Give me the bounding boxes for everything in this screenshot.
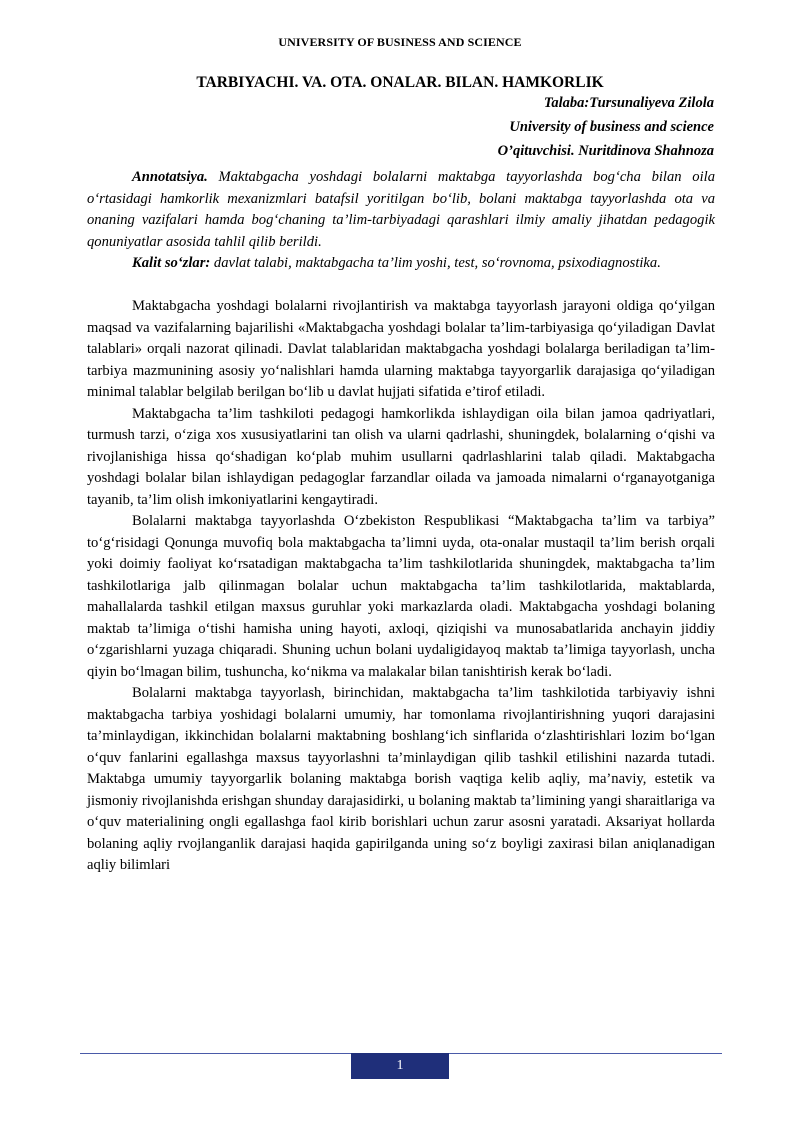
body-paragraph: Bolalarni maktabga tayyorlash, birinchidan, maktabgacha ta’lim tashkilotida tarbiyaviy ishni maktabgacha tarbiya yoshidagi bolalarni umumiy, har tomonlama rivojlantirishning yuqori darajasini ta’minlaydigan, ikkinchidan bolalarni maktabning boshlang‘ich sinflarida o‘zlashtirishlari lozim bo‘lgan o‘quv fanlarini egallashga maxsus tayyorlashni ta’minlaydigan qilib tashkil etilishini nazarda tutadi. Maktabga umumiy tayyorgarlik bolaning maktabga borish vaqtiga kelib aqliy, ma’naviy, estetik va jismoniy rivojlanishda erishgan shunday darajasidirki, u bolaning maktab ta’limining yangi sharaitlariga va o‘quv materialining ongli egallashga faol kirib borishlari uchun zarur asosni yaratadi. Aksariyat hollarda bolaning aqliy rvojlanganlik darajasi haqida gapirilganda uning so‘z boyligi zaxirasi bilan aniqlanadigan aqliy bilimlari <box>87 685 715 873</box>
author-affiliation: University of business and science <box>509 119 714 135</box>
keywords-text: davlat talabi, maktabgacha ta’lim yoshi, test, so‘rovnoma, psixodiagnostika. <box>210 255 661 271</box>
author-student: Talaba:Tursunaliyeva Zilola <box>543 95 714 111</box>
page-number: 1 <box>351 1053 449 1079</box>
body-paragraph: Maktabgacha yoshdagi bolalarni rivojlantirish va maktabga tayyorlash jarayoni oldiga qo‘yilgan maqsad va vazifalarning bajarilishi «Maktabgacha yoshdagi bolalar ta’lim-tarbiyasiga qo‘yiladigan Davlat talablari» orqali nazorat qilinadi. Davlat talablaridan maktabgacha yoshdagi bolalarga beriladigan ta’lim-tarbiya mazmunining asosiy yo‘nalishlari hamda ularning maktabga tayyorgarlik darajasiga qo‘yiladigan minimal talablar belgilab berilgan bo‘lib u davlat hujjati sifatida e’tirof etiladi. <box>87 298 715 400</box>
body-paragraph: Bolalarni maktabga tayyorlashda O‘zbekiston Respublikasi “Maktabgacha ta’lim va tarbiya” to‘g‘risidagi Qonunga muvofiq bola maktabgacha ta’limni uyda, ota-onalar mustaqil ta’lim berish orqali yoki doimiy faoliyat ko‘rsatadigan maktabgacha ta’lim tashkilotlarida shuningdek, maktabgacha ta’lim tashkilotlariga jalb qilinmagan bolalar uchun maktabgacha ta’lim tashkilotlarida, maktablarda, mahallalarda tashkil etilgan maxsus guruhlar yoki markazlarda oladi. Maktabgacha yoshdagi bolaning maktab ta’limiga o‘tishi hamisha uning hayoti, axloqi, qiziqishi va munosabatlarida anchayin jiddiy o‘zgarishlarni yuzaga chiqaradi. Shuning uchun bolani uydaligidayoq maktab ta’limiga tayyorlash, uncha qiyin bo‘lmagan bilim, tushuncha, ko‘nikma va malakalar bilan tanishtirish kerak bo‘ladi. <box>87 513 715 680</box>
article-body <box>87 167 715 877</box>
abstract-label: Annotatsiya. <box>132 169 208 185</box>
abstract-text: Maktabgacha yoshdagi bolalarni maktabga tayyorlashda bog‘cha bilan oila o‘rtasidagi hamkorlik mexanizmlari batafsil yoritilgan bo‘lib, bolani maktabga tayyorlashda ota va onaning vazifalari hamda bog‘chaning ta’lim-tarbiyadagi qarashlari ilmiy amaliy jihatdan pedagogik qonuniyatlar asosida tahlil qilib berildi. <box>87 169 715 250</box>
keywords-label: Kalit so‘zlar: <box>132 255 211 271</box>
running-header: UNIVERSITY OF BUSINESS AND SCIENCE <box>278 35 522 49</box>
keywords <box>87 253 715 275</box>
article-title: TARBIYACHI. VA. OTA. ONALAR. BILAN. HAMKORLIK <box>196 74 604 91</box>
body-paragraph: Maktabgacha ta’lim tashkiloti pedagogi hamkorlikda ishlaydigan oila bilan jamoa qadriyatlari, turmush tarzi, o‘ziga xos xususiyatlarini tan olish va ularni qadrlashi, shuningdek, bolalarning o‘qishi va rivojlanishiga hissa qo‘shadigan ko‘plab muhim usullarni qadrlashlarini talab qiladi. Maktabgacha yoshdagi bolalar bilan ishlaydigan pedagoglar farzandlar oilada va jamoada nimalarni o‘rganayotganiga tayanib, ta’lim olish imkoniyatlarini kengaytiradi. <box>87 405 715 508</box>
author-teacher: O’qituvchisi. Nuritdinova Shahnoza <box>497 143 714 159</box>
abstract <box>87 167 715 253</box>
